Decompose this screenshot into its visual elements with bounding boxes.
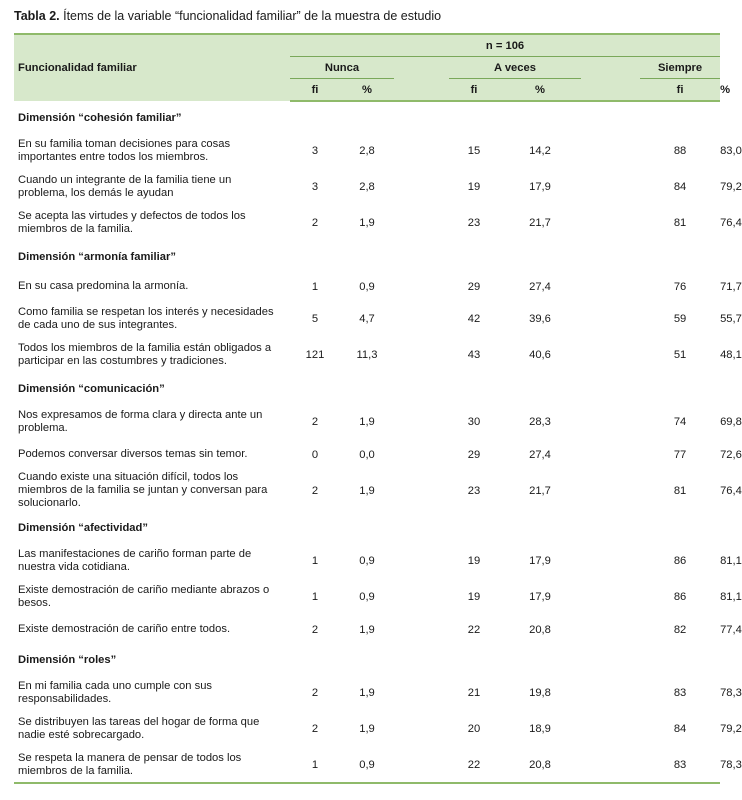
item-text: Como familia se respetan los interés y necesidades de cada uno de sus integrantes.	[18, 306, 274, 331]
spacer-cell	[581, 301, 640, 337]
item-text: Podemos conversar diversos temas sin temor.	[18, 448, 248, 460]
section-title: Dimensión “armonía familiar”	[18, 250, 176, 263]
a-veces-percent-cell: 18,9	[529, 723, 551, 735]
siempre-fi-cell: 86	[673, 555, 687, 567]
table-row: Todos los miembros de la familia están obligados a participar en las costumbres y tradiciones. 121 11,3 43 40,6 51 48,1	[14, 337, 720, 373]
siempre-fi-cell: 76	[673, 280, 687, 293]
a-veces-percent-cell: 27,4	[529, 280, 551, 293]
section-header-row	[14, 373, 720, 404]
spacer-cell	[581, 747, 640, 783]
section-title: Dimensión “cohesión familiar”	[18, 111, 182, 124]
item-text: Se respeta la manera de pensar de todos los miembros de la familia.	[14, 747, 290, 783]
spacer-cell	[394, 337, 449, 373]
siempre-fi-cell: 81	[673, 484, 687, 497]
section-title: Dimensión “comunicación”	[18, 382, 165, 395]
subheader-percent: %	[340, 79, 394, 102]
table-row: Se respeta la manera de pensar de todos los miembros de la familia. 1 0,9 22 20,8 83 78,3	[14, 747, 720, 783]
nunca-percent-cell: 0,0	[359, 448, 375, 461]
item-text: En mi familia cada uno cumple con sus responsabilidades.	[18, 680, 213, 705]
table-title: Ítems de la variable “funcionalidad familiar” de la muestra de estudio	[59, 9, 442, 23]
nunca-fi-cell: 2	[311, 416, 319, 428]
nunca-fi-cell: 5	[311, 313, 319, 325]
nunca-fi-cell: 2	[311, 217, 319, 229]
nunca-percent-cell: 4,7	[359, 313, 375, 325]
a-veces-fi-cell: 23	[467, 217, 481, 229]
item-text: Existe demostración de cariño entre todos.	[18, 623, 231, 635]
nunca-percent-cell: 1,9	[359, 623, 375, 636]
subheader-fi: fi	[290, 79, 340, 102]
a-veces-percent-cell: 17,9	[529, 555, 551, 567]
a-veces-percent-cell: 21,7	[529, 484, 551, 497]
spacer-cell	[581, 711, 640, 747]
nunca-fi-cell: 3	[311, 145, 319, 157]
nunca-percent-cell: 1,9	[359, 723, 375, 735]
item-text: En su casa predomina la armonía.	[18, 280, 189, 292]
data-table-container	[14, 33, 742, 784]
nunca-percent-cell: 0,9	[359, 591, 375, 603]
nunca-fi-cell: 121	[305, 349, 325, 361]
a-veces-fi-cell: 22	[449, 747, 499, 783]
nunca-percent-cell: 0,9	[340, 747, 394, 783]
item-text: Nos expresamos de forma clara y directa ante un problema.	[18, 409, 263, 434]
spacer-cell	[581, 404, 640, 440]
siempre-fi-cell: 84	[673, 181, 687, 193]
section-header-row	[14, 512, 720, 543]
spacer-cell	[394, 747, 449, 783]
spacer-cell	[581, 272, 640, 301]
a-veces-fi-cell: 19	[467, 591, 481, 603]
spacer-cell	[581, 337, 640, 373]
siempre-fi-cell: 83	[673, 687, 687, 699]
section-header-row	[14, 241, 720, 272]
nunca-fi-cell: 0	[311, 448, 319, 461]
a-veces-percent-cell: 17,9	[529, 181, 551, 193]
table-row: Como familia se respetan los interés y necesidades de cada uno de sus integrantes. 5 4,7 42 39,6 59 55,7	[14, 301, 720, 337]
spacer-cell	[394, 675, 449, 711]
table-row: Existe demostración de cariño entre todos. 2 1,9 22 20,8 82 77,4	[14, 615, 720, 644]
item-text: Cuando existe una situación difícil, todos los miembros de la familia se juntan y conversan para solucionarlo.	[18, 471, 268, 509]
nunca-fi-cell: 2	[311, 723, 319, 735]
spacer-cell	[394, 579, 449, 615]
a-veces-percent-cell: 27,4	[529, 448, 551, 461]
a-veces-percent-cell: 28,3	[529, 416, 551, 428]
table-body	[14, 101, 742, 783]
table-row: Existe demostración de cariño mediante abrazos o besos. 1 0,9 19 17,9 86 81,1	[14, 579, 720, 615]
siempre-fi-cell: 77	[673, 448, 687, 461]
spacer-cell	[581, 169, 640, 205]
spacer-cell	[394, 404, 449, 440]
sample-size-header: n = 106	[290, 34, 720, 57]
nunca-percent-cell: 1,9	[359, 484, 375, 497]
siempre-fi-cell: 59	[673, 313, 687, 325]
spacer-cell	[394, 543, 449, 579]
nunca-fi-cell: 1	[311, 591, 319, 603]
nunca-fi-cell: 3	[311, 181, 319, 193]
item-text: Existe demostración de cariño mediante abrazos o besos.	[18, 584, 270, 609]
a-veces-fi-cell: 42	[467, 313, 481, 325]
table-caption	[14, 9, 441, 23]
table-number: Tabla 2.	[14, 9, 60, 23]
a-veces-fi-cell: 19	[467, 181, 481, 193]
group-header-a-veces: A veces	[449, 57, 581, 79]
item-text: Todos los miembros de la familia están obligados a participar en las costumbres y tradiciones.	[18, 342, 272, 367]
nunca-percent-cell: 1,9	[359, 416, 375, 428]
spacer-cell	[394, 615, 449, 644]
spacer-cell	[394, 205, 449, 241]
nunca-percent-cell: 2,8	[359, 145, 375, 157]
nunca-percent-cell: 0,9	[359, 280, 375, 293]
siempre-fi-cell: 84	[673, 723, 687, 735]
spacer-cell	[581, 440, 640, 469]
nunca-percent-cell: 1,9	[359, 687, 375, 699]
a-veces-percent-cell: 20,8	[499, 747, 581, 783]
section-title: Dimensión “afectividad”	[18, 521, 148, 534]
spacer-cell	[394, 272, 449, 301]
spacer-cell	[581, 579, 640, 615]
siempre-fi-cell: 88	[673, 145, 687, 157]
group-header-nunca: Nunca	[290, 57, 394, 79]
nunca-fi-cell: 1	[311, 280, 319, 293]
nunca-fi-cell: 1	[290, 747, 340, 783]
subheader-fi: fi	[640, 79, 720, 102]
spacer-cell	[581, 675, 640, 711]
item-text: Se distribuyen las tareas del hogar de forma que nadie esté sobrecargado.	[18, 716, 260, 741]
item-text: Las manifestaciones de cariño forman parte de nuestra vida cotidiana.	[18, 548, 252, 573]
nunca-fi-cell: 2	[311, 484, 319, 497]
a-veces-percent-cell: 21,7	[529, 217, 551, 229]
nunca-fi-cell: 2	[311, 687, 319, 699]
siempre-fi-cell: 82	[673, 623, 687, 636]
a-veces-fi-cell: 29	[467, 448, 481, 461]
nunca-fi-cell: 1	[311, 555, 319, 567]
spacer-cell	[581, 543, 640, 579]
a-veces-fi-cell: 30	[467, 416, 481, 428]
table-row: En mi familia cada uno cumple con sus responsabilidades. 2 1,9 21 19,8 83 78,3	[14, 675, 720, 711]
spacer-cell	[581, 205, 640, 241]
spacer-cell	[394, 440, 449, 469]
table-row: Cuando existe una situación difícil, todos los miembros de la familia se juntan y conversan para solucionarlo. 2 1,9 23 21,7 81 76,4	[14, 469, 720, 512]
a-veces-fi-cell: 19	[467, 555, 481, 567]
spacer-cell	[394, 711, 449, 747]
a-veces-percent-cell: 39,6	[529, 313, 551, 325]
table-row: Las manifestaciones de cariño forman parte de nuestra vida cotidiana. 1 0,9 19 17,9 86 81,1	[14, 543, 720, 579]
table-row: Podemos conversar diversos temas sin temor. 0 0,0 29 27,4 77 72,6	[14, 440, 720, 469]
a-veces-percent-cell: 19,8	[529, 687, 551, 699]
table-row: Se acepta las virtudes y defectos de todos los miembros de la familia. 2 1,9 23 21,7 81 76,4	[14, 205, 720, 241]
a-veces-fi-cell: 21	[467, 687, 481, 699]
section-header-row	[14, 644, 720, 675]
siempre-fi-cell: 83	[640, 747, 720, 783]
table-header: Funcionalidad familiar n = 106 Nunca A veces Siempre fi % fi % fi %	[14, 34, 720, 101]
spacer-cell	[581, 133, 640, 169]
item-text: Se acepta las virtudes y defectos de todos los miembros de la familia.	[18, 210, 246, 235]
item-text: Cuando un integrante de la familia tiene un problema, los demás le ayudan	[18, 174, 232, 199]
nunca-fi-cell: 2	[311, 623, 319, 636]
subheader-fi: fi	[449, 79, 499, 102]
nunca-percent-cell: 2,8	[359, 181, 375, 193]
data-table	[14, 33, 742, 784]
item-text: En su familia toman decisiones para cosas importantes entre todos los miembros.	[18, 138, 231, 163]
row-label-header: Funcionalidad familiar	[14, 34, 290, 101]
section-header-row	[14, 101, 720, 133]
a-veces-fi-cell: 43	[467, 349, 481, 361]
spacer-cell	[394, 301, 449, 337]
a-veces-percent-cell: 20,8	[529, 623, 551, 636]
subheader-percent: %	[499, 79, 581, 102]
group-header-siempre: Siempre	[640, 57, 720, 79]
section-title: Dimensión “roles”	[18, 653, 117, 666]
spacer-cell	[581, 615, 640, 644]
siempre-fi-cell: 51	[673, 349, 687, 361]
spacer-cell	[394, 469, 449, 512]
spacer-cell	[394, 169, 449, 205]
siempre-fi-cell: 81	[673, 217, 687, 229]
table-row: En su casa predomina la armonía. 1 0,9 29 27,4 76 71,7	[14, 272, 720, 301]
spacer-cell	[581, 469, 640, 512]
a-veces-fi-cell: 20	[467, 723, 481, 735]
nunca-percent-cell: 11,3	[356, 349, 378, 361]
a-veces-fi-cell: 15	[467, 145, 481, 157]
table-row: Cuando un integrante de la familia tiene un problema, los demás le ayudan 3 2,8 19 17,9 84 79,2	[14, 169, 720, 205]
table-row: Se distribuyen las tareas del hogar de forma que nadie esté sobrecargado. 2 1,9 20 18,9 84 79,2	[14, 711, 720, 747]
a-veces-fi-cell: 23	[467, 484, 481, 497]
table-row: En su familia toman decisiones para cosas importantes entre todos los miembros. 3 2,8 15 14,2 88 83,0	[14, 133, 720, 169]
table-row: Nos expresamos de forma clara y directa ante un problema. 2 1,9 30 28,3 74 69,8	[14, 404, 720, 440]
siempre-fi-cell: 74	[673, 416, 687, 428]
nunca-percent-cell: 0,9	[359, 555, 375, 567]
a-veces-fi-cell: 22	[467, 623, 481, 636]
a-veces-percent-cell: 14,2	[529, 145, 551, 157]
siempre-fi-cell: 86	[673, 591, 687, 603]
a-veces-fi-cell: 29	[467, 280, 481, 293]
nunca-percent-cell: 1,9	[359, 217, 375, 229]
a-veces-percent-cell: 17,9	[529, 591, 551, 603]
spacer-cell	[394, 133, 449, 169]
a-veces-percent-cell: 40,6	[529, 349, 551, 361]
